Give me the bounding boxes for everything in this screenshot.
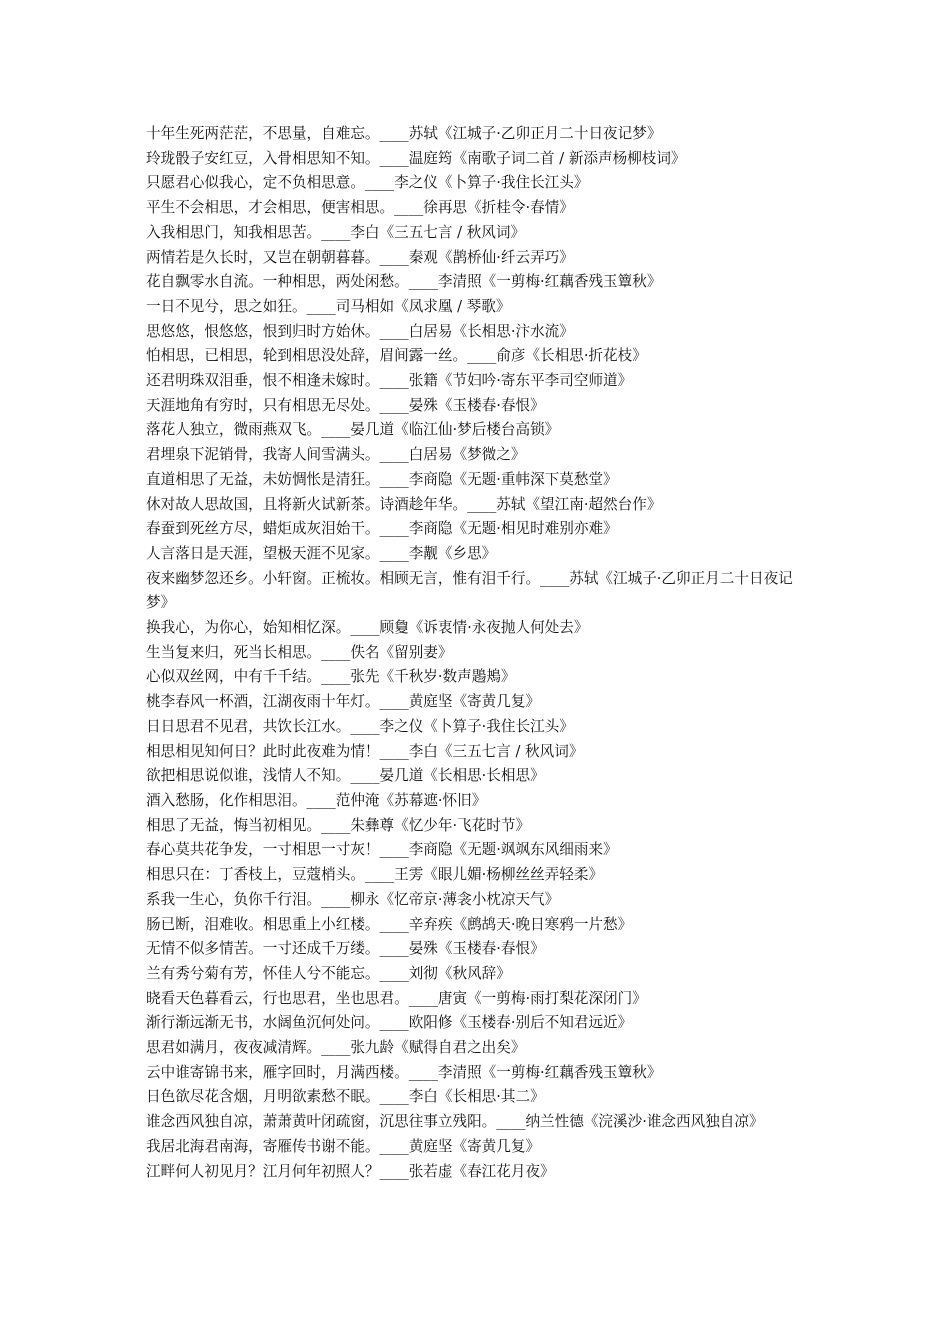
poem-line: 人言落日是天涯，望极天涯不见家。____李觏《乡思》 bbox=[146, 544, 497, 562]
poem-line: 欲把相思说似谁，浅情人不知。____晏几道《长相思·长相思》 bbox=[146, 767, 545, 785]
poem-line: 十年生死两茫茫，不思量，自难忘。____苏轼《江城子·乙卯正月二十日夜记梦》 bbox=[146, 125, 662, 142]
poem-line: 日色欲尽花含烟，月明欲素愁不眠。____李白《长相思·其二》 bbox=[146, 1088, 545, 1106]
poem-line: 玲珑骰子安红豆，入骨相思知不知。____温庭筠《南歌子词二首 / 新添声杨柳枝词》 bbox=[146, 149, 686, 167]
poem-line: 平生不会相思，才会相思，便害相思。____徐再思《折桂令·春情》 bbox=[146, 199, 574, 217]
poem-line: 相思了无益，悔当初相见。____朱彝尊《忆少年·飞花时节》 bbox=[146, 816, 531, 834]
poem-line: 相思只在：丁香枝上，豆蔻梢头。____王雱《眼儿媚·杨柳丝丝弄轻柔》 bbox=[146, 866, 604, 884]
poem-line: 入我相思门，知我相思苦。____李白《三五七言 / 秋风词》 bbox=[146, 223, 526, 241]
poem-line: 肠已断，泪难收。相思重上小红楼。____辛弃疾《鹧鸪天·晚日寒鸦一片愁》 bbox=[146, 915, 633, 933]
poem-line: 一日不见兮，思之如狂。____司马相如《凤求凰 / 琴歌》 bbox=[146, 297, 511, 315]
poem-line: 两情若是久长时，又岂在朝朝暮暮。____秦观《鹊桥仙·纤云弄巧》 bbox=[146, 248, 574, 266]
poem-line: 春蚕到死丝方尽，蜡炬成灰泪始干。____李商隐《无题·相见时难别亦难》 bbox=[146, 520, 618, 538]
poem-line: 谁念西风独自凉，萧萧黄叶闭疏窗，沉思往事立残阳。____纳兰性德《浣溪沙·谁念西风独自凉》 bbox=[146, 1113, 764, 1131]
poem-line: 兰有秀兮菊有芳，怀佳人兮不能忘。____刘彻《秋风辞》 bbox=[146, 964, 511, 982]
poem-line: 休对故人思故国，且将新火试新茶。诗酒趁年华。____苏轼《望江南·超然台作》 bbox=[146, 495, 662, 513]
poem-line: 春心莫共花争发，一寸相思一寸灰！____李商隐《无题·飒飒东风细雨来》 bbox=[146, 841, 618, 859]
poem-line: 酒入愁肠，化作相思泪。____范仲淹《苏幕遮·怀旧》 bbox=[146, 791, 487, 809]
poem-line: 晓看天色暮看云，行也思君，坐也思君。____唐寅《一剪梅·雨打梨花深闭门》 bbox=[146, 989, 647, 1007]
poem-line: 天涯地角有穷时，只有相思无尽处。____晏殊《玉楼春·春恨》 bbox=[146, 396, 545, 414]
poem-line: 相思相见知何日？此时此夜难为情！____李白《三五七言 / 秋风词》 bbox=[146, 742, 584, 760]
poem-quote-list bbox=[146, 122, 814, 1184]
poem-line: 直道相思了无益，未妨惆怅是清狂。____李商隐《无题·重帏深下莫愁堂》 bbox=[146, 470, 618, 488]
poem-line: 生当复来归，死当长相思。____佚名《留别妻》 bbox=[146, 643, 453, 661]
poem-line: 日日思君不见君，共饮长江水。____李之仪《卜算子·我住长江头》 bbox=[146, 717, 574, 735]
poem-line: 还君明珠双泪垂，恨不相逢未嫁时。____张籍《节妇吟·寄东平李司空师道》 bbox=[146, 372, 633, 390]
poem-line: 君埋泉下泥销骨，我寄人间雪满头。____白居易《梦微之》 bbox=[146, 446, 526, 464]
poem-line: 桃李春风一杯酒，江湖夜雨十年灯。____黄庭坚《寄黄几复》 bbox=[146, 693, 541, 711]
poem-line: 江畔何人初见月？江月何年初照人？____张若虚《春江花月夜》 bbox=[146, 1162, 555, 1180]
poem-line: 落花人独立，微雨燕双飞。____晏几道《临江仙·梦后楼台高锁》 bbox=[146, 421, 560, 439]
poem-line: 我居北海君南海，寄雁传书谢不能。____黄庭坚《寄黄几复》 bbox=[146, 1137, 541, 1155]
poem-line: 思悠悠，恨悠悠，恨到归时方始休。____白居易《长相思·汴水流》 bbox=[146, 322, 574, 340]
poem-line: 系我一生心，负你千行泪。____柳永《忆帝京·薄衾小枕凉天气》 bbox=[146, 890, 560, 908]
poem-line: 渐行渐远渐无书，水阔鱼沉何处问。____欧阳修《玉楼春·别后不知君远近》 bbox=[146, 1014, 633, 1032]
poem-line: 只愿君心似我心，定不负相思意。____李之仪《卜算子·我住长江头》 bbox=[146, 174, 589, 192]
poem-line: 心似双丝网，中有千千结。____张先《千秋岁·数声鶗鴂》 bbox=[146, 668, 516, 686]
poem-line: 换我心，为你心，始知相忆深。____顾敻《诉衷情·永夜抛人何处去》 bbox=[146, 619, 589, 637]
poem-line: 怕相思，已相思，轮到相思没处辞，眉间露一丝。____俞彦《长相思·折花枝》 bbox=[146, 347, 647, 365]
poem-line: 无情不似多情苦。一寸还成千万缕。____晏殊《玉楼春·春恨》 bbox=[146, 940, 545, 958]
poem-line: 花自飘零水自流。一种相思，两处闲愁。____李清照《一剪梅·红藕香残玉簟秋》 bbox=[146, 273, 662, 291]
poem-line: 夜来幽梦忽还乡。小轩窗。正梳妆。相顾无言，惟有泪千行。____苏轼《江城子·乙卯正月二十日夜记梦》 bbox=[146, 569, 793, 612]
poem-line: 思君如满月，夜夜减清辉。____张九龄《赋得自君之出矣》 bbox=[146, 1039, 526, 1057]
poem-line: 云中谁寄锦书来，雁字回时，月满西楼。____李清照《一剪梅·红藕香残玉簟秋》 bbox=[146, 1063, 662, 1081]
